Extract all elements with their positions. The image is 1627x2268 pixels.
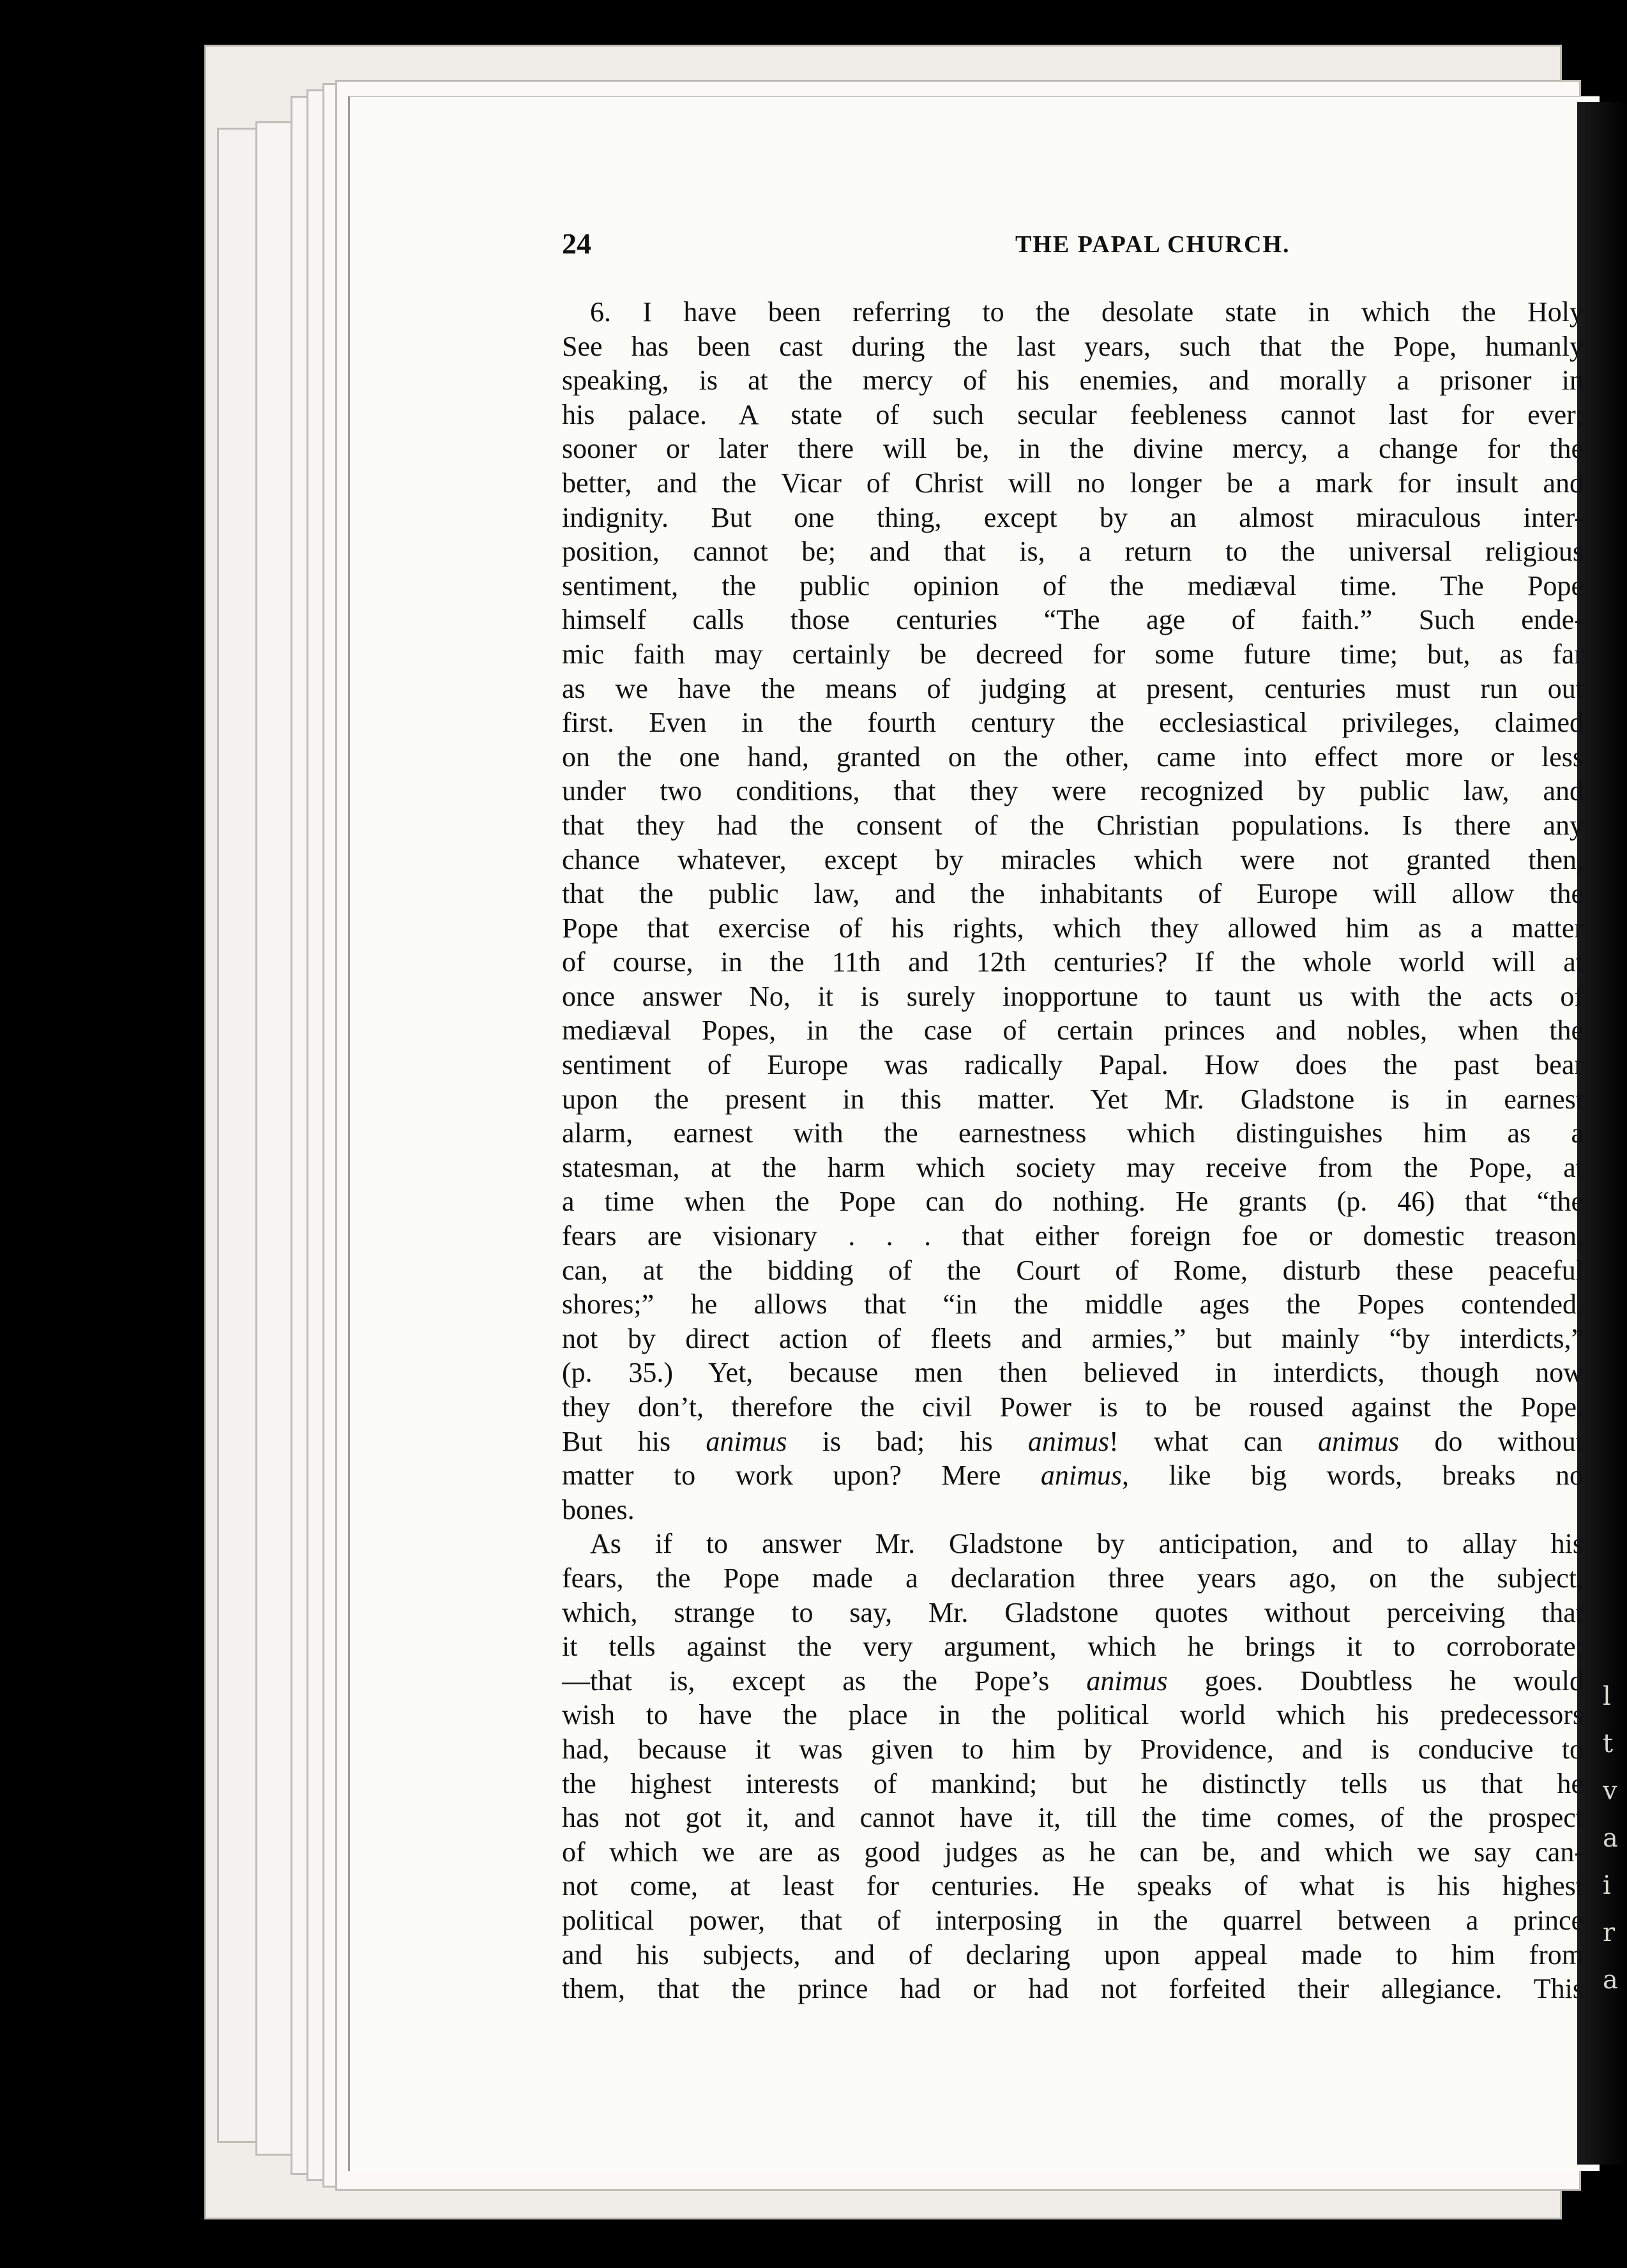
page-title: THE PAPAL CHURCH. bbox=[1015, 231, 1290, 258]
page-number: 24 bbox=[562, 227, 591, 260]
fragment-letter: l bbox=[1603, 1682, 1611, 1711]
text-line: See has been cast during the last years, such that the Pope, humanly bbox=[562, 330, 1584, 362]
text-line: mic faith may certainly be decreed for some future time; but, as far bbox=[562, 638, 1584, 670]
text-line: which, strange to say, Mr. Gladstone quotes without perceiving that bbox=[562, 1596, 1584, 1628]
text-line: alarm, earnest with the earnestness which distinguishes him as a bbox=[562, 1117, 1584, 1149]
text-line: —that is, except as the Pope’s animus goes. Doubtless he would bbox=[562, 1665, 1584, 1697]
text-line: political power, that of interposing in the quarrel between a prince bbox=[562, 1904, 1584, 1936]
text-line: statesman, at the harm which society may receive from the Pope, at bbox=[562, 1151, 1584, 1183]
text-line: the highest interests of mankind; but he distinctly tells us that he bbox=[562, 1767, 1584, 1799]
running-head bbox=[562, 227, 1347, 271]
fragment-letter: r bbox=[1603, 1918, 1616, 1947]
text-line: fears are visionary . . . that either foreign foe or domestic treason, bbox=[562, 1220, 1584, 1252]
text-line: on the one hand, granted on the other, came into effect more or less bbox=[562, 741, 1584, 773]
text-line: it tells against the very argument, which he brings it to corroborate; bbox=[562, 1631, 1584, 1663]
fragment-letter: i bbox=[1603, 1871, 1611, 1900]
text-line: But his animus is bad; his animus! what can animus do without bbox=[562, 1425, 1584, 1457]
text-line: 6. I have been referring to the desolate state in which the Holy bbox=[590, 296, 1584, 328]
text-line: As if to answer Mr. Gladstone by anticipation, and to allay his bbox=[590, 1528, 1584, 1560]
text-line: has not got it, and cannot have it, till the time comes, of the prospect bbox=[562, 1802, 1584, 1834]
text-line: mediæval Popes, in the case of certain princes and nobles, when the bbox=[562, 1015, 1584, 1047]
text-line: better, and the Vicar of Christ will no longer be a mark for insult and bbox=[562, 467, 1584, 499]
fragment-letter: v bbox=[1603, 1776, 1617, 1806]
text-line: fears, the Pope made a declaration three years ago, on the subject, bbox=[562, 1562, 1584, 1594]
text-line: his palace. A state of such secular feebleness cannot last for ever; bbox=[562, 398, 1584, 430]
text-line: sooner or later there will be, in the divine mercy, a change for the bbox=[562, 433, 1584, 465]
text-line: and his subjects, and of declaring upon appeal made to him from bbox=[562, 1939, 1584, 1970]
text-line: sentiment of Europe was radically Papal. How does the past bear bbox=[562, 1049, 1584, 1081]
text-line: a time when the Pope can do nothing. He grants (p. 46) that “the bbox=[562, 1186, 1584, 1218]
text-line: had, because it was given to him by Providence, and is conducive to bbox=[562, 1733, 1584, 1765]
fragment-letter: a bbox=[1603, 1824, 1618, 1853]
text-line: they don’t, therefore the civil Power is to be roused against the Pope. bbox=[562, 1391, 1584, 1423]
text-line: Pope that exercise of his rights, which they allowed him as a matter bbox=[562, 912, 1584, 944]
fragment-letter: a bbox=[1603, 1965, 1618, 1995]
text-line: them, that the prince had or had not forfeited their allegiance. This bbox=[562, 1973, 1584, 2005]
text-line: that the public law, and the inhabitants of Europe will allow the bbox=[562, 878, 1584, 910]
text-line: shores;” he allows that “in the middle ages the Popes contended, bbox=[562, 1289, 1584, 1320]
text-line: not come, at least for centuries. He speaks of what is his highest bbox=[562, 1870, 1584, 1902]
text-line: can, at the bidding of the Court of Rome, disturb these peaceful bbox=[562, 1254, 1584, 1286]
text-line: that they had the consent of the Christian populations. Is there any bbox=[562, 809, 1584, 841]
text-line: chance whatever, except by miracles which were not granted then, bbox=[562, 843, 1584, 875]
text-line: (p. 35.) Yet, because men then believed in interdicts, though now bbox=[562, 1357, 1584, 1389]
text-line: of which we are as good judges as he can be, and which we say can- bbox=[562, 1836, 1584, 1868]
text-line: of course, in the 11th and 12th centuries? If the whole world will at bbox=[562, 946, 1584, 978]
text-line: upon the present in this matter. Yet Mr. Gladstone is in earnest bbox=[562, 1083, 1584, 1115]
text-line: sentiment, the public opinion of the mediæval time. The Pope bbox=[562, 570, 1584, 601]
text-line: under two conditions, that they were recognized by public law, and bbox=[562, 775, 1584, 807]
text-line: once answer No, it is surely inopportune to taunt us with the acts of bbox=[562, 980, 1584, 1012]
text-line: position, cannot be; and that is, a return to the universal religious bbox=[562, 536, 1584, 568]
text-line: bones. bbox=[562, 1493, 635, 1525]
text-line: not by direct action of fleets and armies,” but mainly “by interdicts,” bbox=[562, 1322, 1584, 1354]
text-line: wish to have the place in the political world which his predecessors bbox=[562, 1699, 1584, 1731]
text-line: speaking, is at the mercy of his enemies, and morally a prisoner in bbox=[562, 365, 1584, 397]
body-text bbox=[562, 295, 1584, 2032]
text-line: first. Even in the fourth century the ecclesiastical privileges, claimed bbox=[562, 707, 1584, 739]
fragment-letter: t bbox=[1603, 1729, 1614, 1758]
text-line: himself calls those centuries “The age of faith.” Such ende- bbox=[562, 604, 1584, 636]
text-line: as we have the means of judging at present, centuries must run out bbox=[562, 672, 1584, 704]
facing-page-fragments bbox=[1603, 1673, 1627, 2004]
text-line: matter to work upon? Mere animus, like big words, breaks no bbox=[562, 1460, 1584, 1492]
text-line: indignity. But one thing, except by an almost miraculous inter- bbox=[562, 501, 1584, 533]
